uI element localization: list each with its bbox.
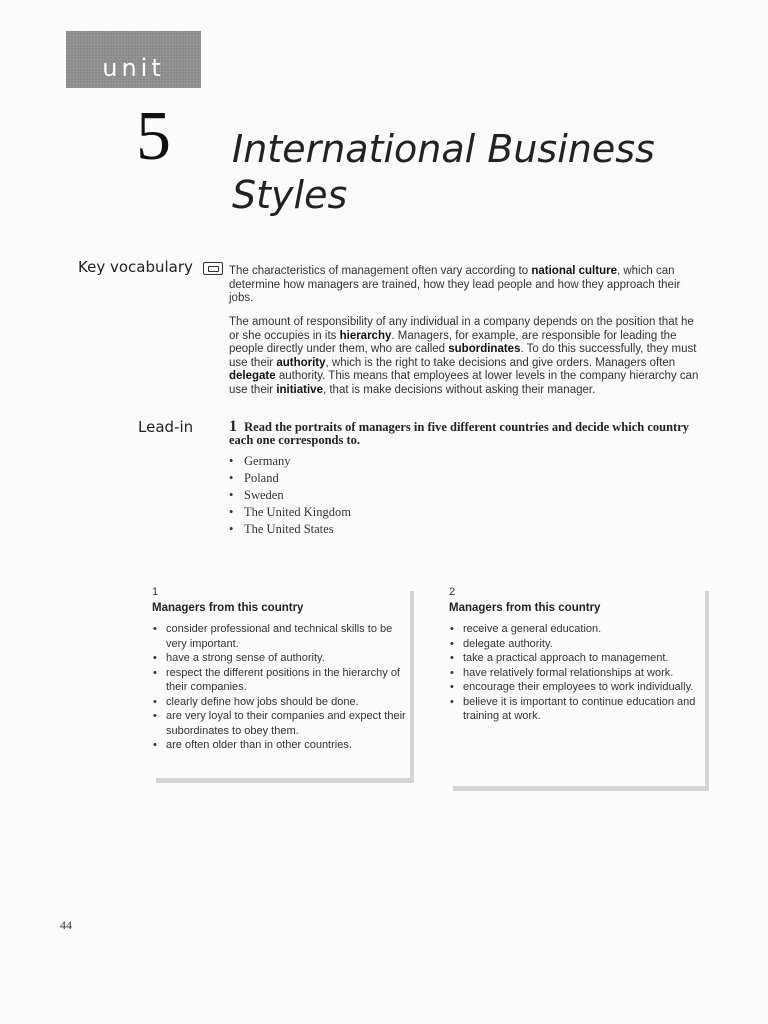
portrait-list xyxy=(449,622,705,724)
list-item: • have relatively formal relationships at work. xyxy=(449,666,705,681)
list-item: • take a practical approach to management. xyxy=(449,651,705,666)
key-vocabulary-heading: Key vocabulary xyxy=(78,258,193,276)
list-item: • encourage their employees to work individually. xyxy=(449,680,705,695)
list-item: • have a strong sense of authority. xyxy=(152,651,410,666)
list-item: • are often older than in other countries. xyxy=(152,738,410,753)
unit-label: unit xyxy=(102,54,165,82)
text-segment: , which can determine how managers are trained, how they lead people and how they approach their jobs. xyxy=(229,265,681,304)
key-term: hierarchy xyxy=(339,329,392,342)
list-item: • receive a general education. xyxy=(449,622,705,637)
vocabulary-paragraph-1 xyxy=(229,265,699,306)
lead-in-heading: Lead-in xyxy=(138,418,194,436)
list-item: • respect the different positions in the hierarchy of their companies. xyxy=(152,666,410,695)
page-number: 44 xyxy=(60,918,72,932)
text-segment: . To do this successfully, they must use their xyxy=(229,343,697,369)
list-item: • The United Kingdom xyxy=(229,504,351,521)
portrait-list xyxy=(152,622,410,753)
key-term: national culture xyxy=(531,265,617,277)
task-instruction: Read the portraits of managers in five different countries and decide which country each one corresponds to. xyxy=(229,420,689,447)
portrait-title: Managers from this country xyxy=(449,602,601,614)
key-term: subordinates xyxy=(448,343,521,355)
key-term: delegate xyxy=(229,370,276,382)
unit-badge xyxy=(66,31,201,88)
lead-in-task xyxy=(229,420,699,447)
list-item: • consider professional and technical skills to be very important. xyxy=(152,622,410,651)
list-item: • The United States xyxy=(229,521,351,538)
cassette-icon xyxy=(203,262,223,275)
list-item: • Poland xyxy=(229,470,351,487)
unit-title: International Business Styles xyxy=(232,127,655,217)
key-term: initiative xyxy=(276,383,323,396)
portrait-card-2 xyxy=(449,586,705,786)
portrait-card-1 xyxy=(152,586,410,778)
list-item: • believe it is important to continue education and training at work. xyxy=(449,695,705,724)
text-segment: authority. This means that employees at lower levels in the company hierarchy can use their xyxy=(229,370,699,396)
text-segment: , that is make decisions without asking their manager. xyxy=(322,383,596,396)
list-item: • Sweden xyxy=(229,487,351,504)
list-item: • are very loyal to their companies and expect their subordinates to obey them. xyxy=(152,709,410,738)
portrait-number: 2 xyxy=(449,586,456,598)
task-number: 1 xyxy=(229,418,237,435)
list-item: • Germany xyxy=(229,453,351,470)
text-segment: . Managers, for example, are responsible for leading the people directly under them, who are called xyxy=(229,329,677,355)
list-item: • clearly define how jobs should be done. xyxy=(152,695,410,710)
text-segment: The characteristics of management often vary according to xyxy=(229,265,532,277)
portrait-number: 1 xyxy=(152,586,159,598)
key-term: authority xyxy=(276,356,326,369)
country-list xyxy=(229,453,351,538)
text-segment: , which is the right to take decisions and give orders. Managers often xyxy=(325,356,676,369)
portrait-title: Managers from this country xyxy=(152,602,304,614)
list-item: • delegate authority. xyxy=(449,637,705,652)
text-segment: The amount of responsibility of any individual in a company depends on the position that he or she occupies in its xyxy=(229,316,694,342)
vocabulary-paragraph-2 xyxy=(229,316,699,397)
unit-number: 5 xyxy=(136,98,171,175)
